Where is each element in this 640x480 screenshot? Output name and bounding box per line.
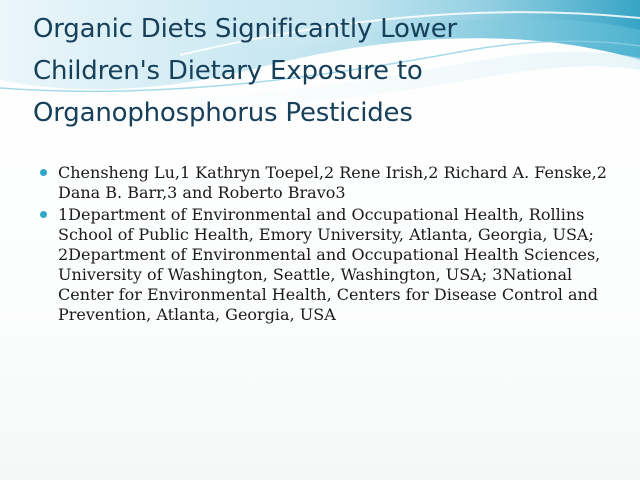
title-line-2: Children's Dietary Exposure to	[33, 56, 423, 86]
affiliations-bullet	[40, 205, 615, 325]
slide-title	[33, 8, 623, 134]
authors-bullet	[40, 163, 615, 203]
slide-body	[40, 163, 615, 327]
bullet-dot-icon	[40, 169, 47, 176]
authors-text: Chensheng Lu,1 Kathryn Toepel,2 Rene Irish,2 Richard A. Fenske,2 Dana B. Barr,3 and Roberto Bravo3	[58, 163, 607, 202]
bullet-dot-icon	[40, 211, 47, 218]
title-line-1: Organic Diets Significantly Lower	[33, 14, 458, 44]
affiliations-text: 1Department of Environmental and Occupational Health, Rollins School of Public Health, Emory University, Atlanta, Georgia, USA; 2Department of Environmental and Occupational Health Sciences, University of Washington, Seattle, Washington, USA; 3National Center for Environmental Health, Centers for Disease Control and Prevention, Atlanta, Georgia, USA	[58, 205, 601, 324]
title-line-3: Organophosphorus Pesticides	[33, 98, 413, 128]
